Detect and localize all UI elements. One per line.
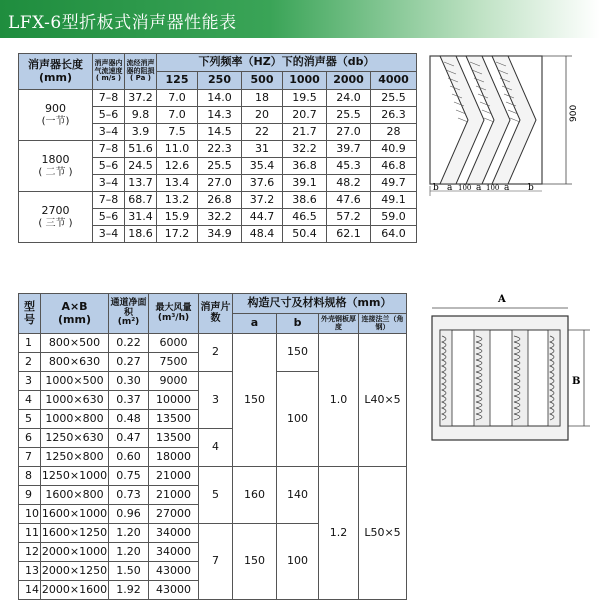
attenuation-cell: 28 bbox=[371, 124, 417, 141]
model-cell: 12 bbox=[19, 543, 41, 562]
attenuation-cell: 48.4 bbox=[242, 226, 283, 243]
attenuation-cell: 13.2 bbox=[157, 192, 198, 209]
header-axb: A×B (mm) bbox=[41, 294, 109, 334]
attenuation-cell: 25.5 bbox=[371, 90, 417, 107]
resistance-cell: 37.2 bbox=[125, 90, 157, 107]
attenuation-cell: 26.3 bbox=[371, 107, 417, 124]
axb-cell: 2000×1600 bbox=[41, 581, 109, 600]
header-length: 消声器长度 (mm) bbox=[19, 54, 93, 90]
airflow-cell: 13500 bbox=[149, 410, 199, 429]
attenuation-cell: 49.7 bbox=[371, 175, 417, 192]
attenuation-cell: 19.5 bbox=[283, 90, 327, 107]
performance-table bbox=[18, 53, 417, 243]
dim-b-label: b bbox=[433, 183, 439, 193]
area-cell: 1.20 bbox=[109, 524, 149, 543]
pieces-cell: 3 bbox=[199, 372, 233, 429]
airflow-cell: 34000 bbox=[149, 543, 199, 562]
model-cell: 3 bbox=[19, 372, 41, 391]
axb-cell: 1600×1250 bbox=[41, 524, 109, 543]
attenuation-cell: 36.8 bbox=[283, 158, 327, 175]
attenuation-cell: 37.6 bbox=[242, 175, 283, 192]
table-row bbox=[19, 141, 417, 158]
area-cell: 0.60 bbox=[109, 448, 149, 467]
length-cell bbox=[19, 192, 93, 243]
attenuation-cell: 32.2 bbox=[198, 209, 242, 226]
header-freq: 2000 bbox=[327, 72, 371, 90]
shell-cell: 1.2 bbox=[319, 467, 359, 600]
length-cell bbox=[19, 90, 93, 141]
attenuation-cell: 34.9 bbox=[198, 226, 242, 243]
header-model: 型号 bbox=[19, 294, 41, 334]
b-cell: 100 bbox=[277, 372, 319, 467]
pieces-cell: 5 bbox=[199, 467, 233, 524]
area-cell: 0.27 bbox=[109, 353, 149, 372]
speed-cell: 7–8 bbox=[93, 90, 125, 107]
flange-cell: L40×5 bbox=[359, 334, 407, 467]
axb-cell: 800×630 bbox=[41, 353, 109, 372]
attenuation-cell: 62.1 bbox=[327, 226, 371, 243]
area-cell: 0.47 bbox=[109, 429, 149, 448]
attenuation-cell: 64.0 bbox=[371, 226, 417, 243]
header-a: a bbox=[233, 314, 277, 334]
airflow-cell: 13500 bbox=[149, 429, 199, 448]
header-spec-group: 构造尺寸及材料规格（mm） bbox=[233, 294, 407, 314]
speed-cell: 3–4 bbox=[93, 175, 125, 192]
axb-cell: 800×500 bbox=[41, 334, 109, 353]
header-freq: 500 bbox=[242, 72, 283, 90]
attenuation-cell: 27.0 bbox=[327, 124, 371, 141]
axb-cell: 1250×630 bbox=[41, 429, 109, 448]
speed-cell: 5–6 bbox=[93, 209, 125, 226]
area-cell: 0.30 bbox=[109, 372, 149, 391]
section-count: (一节) bbox=[41, 116, 70, 127]
header-shell: 外壳钢板厚度 bbox=[319, 314, 359, 334]
airflow-cell: 43000 bbox=[149, 581, 199, 600]
a-cell: 150 bbox=[233, 334, 277, 467]
dim-b-label: b bbox=[528, 183, 534, 193]
airflow-cell: 9000 bbox=[149, 372, 199, 391]
length-value: 900 bbox=[45, 101, 66, 115]
resistance-cell: 13.7 bbox=[125, 175, 157, 192]
speed-cell: 3–4 bbox=[93, 226, 125, 243]
table-row bbox=[19, 192, 417, 209]
section-count: ( 三节 ) bbox=[38, 218, 73, 229]
area-cell: 0.22 bbox=[109, 334, 149, 353]
table-row bbox=[19, 90, 417, 107]
airflow-cell: 21000 bbox=[149, 486, 199, 505]
axb-cell: 2000×1000 bbox=[41, 543, 109, 562]
attenuation-cell: 7.5 bbox=[157, 124, 198, 141]
attenuation-cell: 59.0 bbox=[371, 209, 417, 226]
area-cell: 0.75 bbox=[109, 467, 149, 486]
attenuation-cell: 48.2 bbox=[327, 175, 371, 192]
model-cell: 9 bbox=[19, 486, 41, 505]
attenuation-cell: 40.9 bbox=[371, 141, 417, 158]
model-cell: 6 bbox=[19, 429, 41, 448]
length-value: 2700 bbox=[41, 203, 70, 217]
header-pieces: 消声片数 bbox=[199, 294, 233, 334]
model-cell: 2 bbox=[19, 353, 41, 372]
b-cell: 150 bbox=[277, 334, 319, 372]
header-freq: 1000 bbox=[283, 72, 327, 90]
attenuation-cell: 25.5 bbox=[327, 107, 371, 124]
dim-100-label: 100 bbox=[486, 184, 500, 192]
airflow-cell: 43000 bbox=[149, 562, 199, 581]
area-cell: 1.20 bbox=[109, 543, 149, 562]
attenuation-cell: 26.8 bbox=[198, 192, 242, 209]
header-freq: 125 bbox=[157, 72, 198, 90]
airflow-cell: 18000 bbox=[149, 448, 199, 467]
attenuation-cell: 13.4 bbox=[157, 175, 198, 192]
baffle-side-view-diagram bbox=[422, 50, 598, 202]
speed-cell: 3–4 bbox=[93, 124, 125, 141]
dim-a-label: a bbox=[504, 183, 510, 193]
area-cell: 0.73 bbox=[109, 486, 149, 505]
attenuation-cell: 35.4 bbox=[242, 158, 283, 175]
area-cell: 1.50 bbox=[109, 562, 149, 581]
header-airflow: 最大风量 (m³/h) bbox=[149, 294, 199, 334]
table-row bbox=[19, 467, 407, 486]
a-cell: 150 bbox=[233, 524, 277, 600]
model-cell: 5 bbox=[19, 410, 41, 429]
table-row bbox=[19, 334, 407, 353]
model-cell: 4 bbox=[19, 391, 41, 410]
attenuation-cell: 21.7 bbox=[283, 124, 327, 141]
header-area: 通道净面积 (m²) bbox=[109, 294, 149, 334]
attenuation-cell: 12.6 bbox=[157, 158, 198, 175]
dim-100-label: 100 bbox=[458, 184, 472, 192]
attenuation-cell: 7.0 bbox=[157, 107, 198, 124]
resistance-cell: 31.4 bbox=[125, 209, 157, 226]
attenuation-cell: 25.5 bbox=[198, 158, 242, 175]
area-cell: 0.48 bbox=[109, 410, 149, 429]
attenuation-cell: 7.0 bbox=[157, 90, 198, 107]
attenuation-cell: 20.7 bbox=[283, 107, 327, 124]
axb-cell: 1600×1000 bbox=[41, 505, 109, 524]
header-freq: 4000 bbox=[371, 72, 417, 90]
dim-a-label: a bbox=[476, 183, 482, 193]
attenuation-cell: 37.2 bbox=[242, 192, 283, 209]
attenuation-cell: 49.1 bbox=[371, 192, 417, 209]
axb-cell: 1000×630 bbox=[41, 391, 109, 410]
b-cell: 140 bbox=[277, 467, 319, 524]
title-bar bbox=[0, 0, 600, 38]
airflow-cell: 7500 bbox=[149, 353, 199, 372]
attenuation-cell: 45.3 bbox=[327, 158, 371, 175]
airflow-cell: 6000 bbox=[149, 334, 199, 353]
axb-cell: 1000×800 bbox=[41, 410, 109, 429]
speed-cell: 5–6 bbox=[93, 107, 125, 124]
header-frequency-group: 下列频率（HZ）下的消声器（db） bbox=[157, 54, 417, 72]
pieces-cell: 7 bbox=[199, 524, 233, 600]
dim-B-label: B bbox=[572, 376, 581, 387]
airflow-cell: 27000 bbox=[149, 505, 199, 524]
model-cell: 8 bbox=[19, 467, 41, 486]
dim-A-label: A bbox=[498, 294, 506, 305]
axb-cell: 1000×500 bbox=[41, 372, 109, 391]
attenuation-cell: 46.5 bbox=[283, 209, 327, 226]
specification-table bbox=[18, 293, 407, 600]
header-resistance: 流经消声器的阻损 ( Pa ) bbox=[125, 54, 157, 90]
a-cell: 160 bbox=[233, 467, 277, 524]
attenuation-cell: 31 bbox=[242, 141, 283, 158]
attenuation-cell: 44.7 bbox=[242, 209, 283, 226]
length-cell bbox=[19, 141, 93, 192]
attenuation-cell: 57.2 bbox=[327, 209, 371, 226]
model-cell: 11 bbox=[19, 524, 41, 543]
attenuation-cell: 39.1 bbox=[283, 175, 327, 192]
header-flange: 连接法兰（角钢） bbox=[359, 314, 407, 334]
attenuation-cell: 14.0 bbox=[198, 90, 242, 107]
area-cell: 0.96 bbox=[109, 505, 149, 524]
attenuation-cell: 22.3 bbox=[198, 141, 242, 158]
attenuation-cell: 46.8 bbox=[371, 158, 417, 175]
speed-cell: 7–8 bbox=[93, 141, 125, 158]
shell-cell: 1.0 bbox=[319, 334, 359, 467]
speed-cell: 7–8 bbox=[93, 192, 125, 209]
axb-cell: 2000×1250 bbox=[41, 562, 109, 581]
attenuation-cell: 32.2 bbox=[283, 141, 327, 158]
area-cell: 0.37 bbox=[109, 391, 149, 410]
attenuation-cell: 14.5 bbox=[198, 124, 242, 141]
pieces-cell: 4 bbox=[199, 429, 233, 467]
dim-900-label: 900 bbox=[569, 104, 579, 122]
speed-cell: 5–6 bbox=[93, 158, 125, 175]
section-count: ( 二节 ) bbox=[38, 167, 73, 178]
area-cell: 1.92 bbox=[109, 581, 149, 600]
page-title: LFX-6型折板式消声器性能表 bbox=[8, 13, 237, 33]
flange-cell: L50×5 bbox=[359, 467, 407, 600]
attenuation-cell: 39.7 bbox=[327, 141, 371, 158]
airflow-cell: 10000 bbox=[149, 391, 199, 410]
attenuation-cell: 11.0 bbox=[157, 141, 198, 158]
resistance-cell: 3.9 bbox=[125, 124, 157, 141]
model-cell: 13 bbox=[19, 562, 41, 581]
resistance-cell: 18.6 bbox=[125, 226, 157, 243]
model-cell: 7 bbox=[19, 448, 41, 467]
axb-cell: 1250×800 bbox=[41, 448, 109, 467]
attenuation-cell: 15.9 bbox=[157, 209, 198, 226]
model-cell: 10 bbox=[19, 505, 41, 524]
header-speed: 消声器内气流速度 ( m/s ) bbox=[93, 54, 125, 90]
model-cell: 1 bbox=[19, 334, 41, 353]
b-cell: 100 bbox=[277, 524, 319, 600]
attenuation-cell: 50.4 bbox=[283, 226, 327, 243]
axb-cell: 1250×1000 bbox=[41, 467, 109, 486]
resistance-cell: 24.5 bbox=[125, 158, 157, 175]
airflow-cell: 34000 bbox=[149, 524, 199, 543]
cross-section-diagram bbox=[418, 290, 596, 450]
attenuation-cell: 20 bbox=[242, 107, 283, 124]
attenuation-cell: 24.0 bbox=[327, 90, 371, 107]
attenuation-cell: 38.6 bbox=[283, 192, 327, 209]
length-value: 1800 bbox=[41, 152, 70, 166]
resistance-cell: 9.8 bbox=[125, 107, 157, 124]
attenuation-cell: 18 bbox=[242, 90, 283, 107]
attenuation-cell: 17.2 bbox=[157, 226, 198, 243]
header-freq: 250 bbox=[198, 72, 242, 90]
pieces-cell: 2 bbox=[199, 334, 233, 372]
dim-a-label: a bbox=[447, 183, 453, 193]
attenuation-cell: 27.0 bbox=[198, 175, 242, 192]
airflow-cell: 21000 bbox=[149, 467, 199, 486]
attenuation-cell: 22 bbox=[242, 124, 283, 141]
resistance-cell: 51.6 bbox=[125, 141, 157, 158]
attenuation-cell: 47.6 bbox=[327, 192, 371, 209]
header-b: b bbox=[277, 314, 319, 334]
axb-cell: 1600×800 bbox=[41, 486, 109, 505]
attenuation-cell: 14.3 bbox=[198, 107, 242, 124]
model-cell: 14 bbox=[19, 581, 41, 600]
resistance-cell: 68.7 bbox=[125, 192, 157, 209]
inner-channel bbox=[440, 330, 560, 426]
